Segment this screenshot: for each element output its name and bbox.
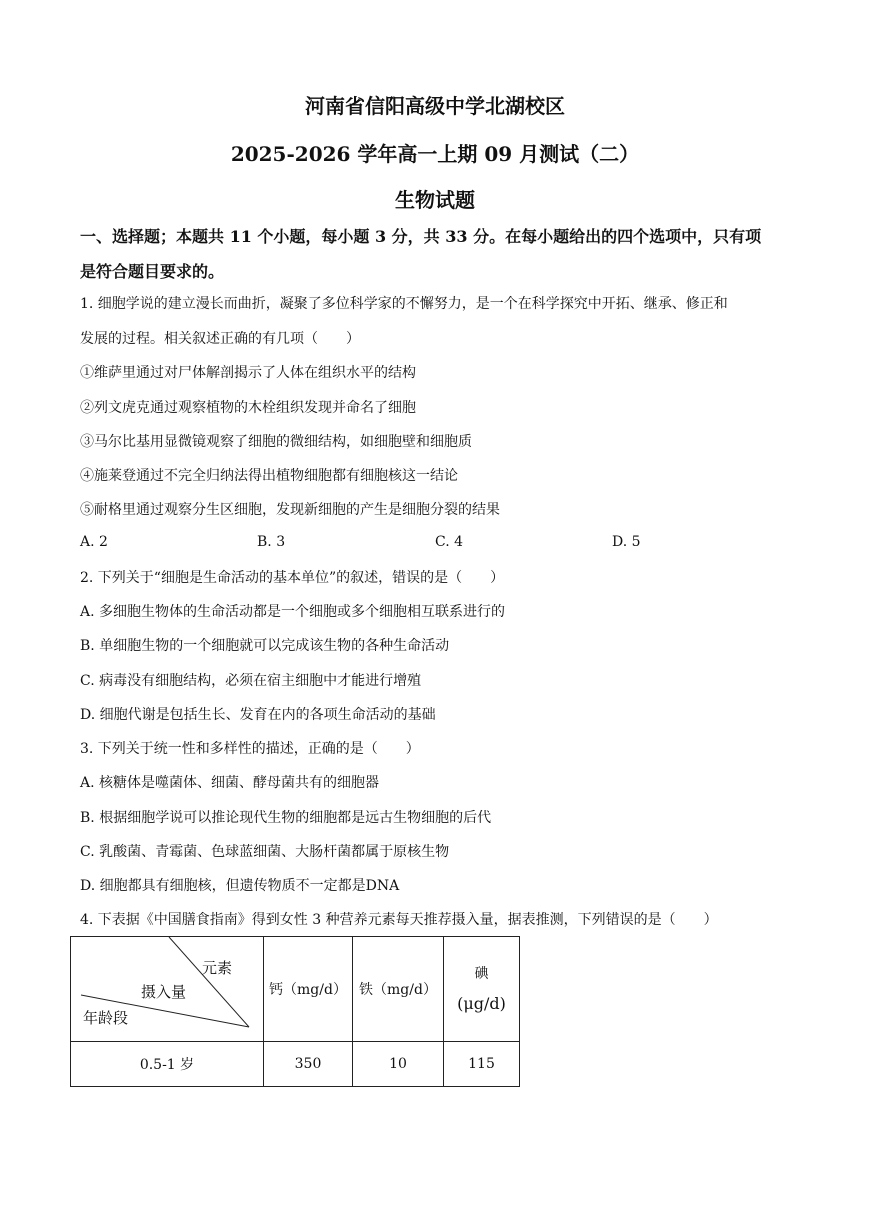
q3-option-b: B. 根据细胞学说可以推论现代生物的细胞都是远古生物细胞的后代 (80, 810, 492, 826)
q1-stem-line2: 发展的过程。相关叙述正确的有几项（ ） (80, 331, 360, 347)
table-corner-cell (71, 937, 264, 1042)
corner-label-intake: 摄入量 (141, 983, 187, 1001)
exam-title: 2025-2026 学年高一上期 09 月测试（二） (230, 142, 640, 166)
cell-age: 0.5-1 岁 (71, 1042, 264, 1087)
table-header-row (71, 937, 520, 1042)
iodine-name: 碘 (474, 966, 489, 982)
q1-option-b: B. 3 (257, 534, 286, 550)
iodine-unit: (μg/d) (457, 994, 506, 1013)
q1-statement-5: ⑤耐格里通过观察分生区细胞，发现新细胞的产生是细胞分裂的结果 (80, 502, 500, 518)
q2-option-c: C. 病毒没有细胞结构，必须在宿主细胞中才能进行增殖 (80, 673, 422, 689)
cell-calcium: 350 (264, 1042, 353, 1087)
q3-option-c: C. 乳酸菌、青霉菌、色球蓝细菌、大肠杆菌都属于原核生物 (80, 844, 450, 860)
q1-statement-3: ③马尔比基用显微镜观察了细胞的微细结构，如细胞壁和细胞质 (80, 434, 472, 450)
corner-label-age: 年龄段 (83, 1009, 129, 1027)
col-header-iodine (444, 937, 520, 1042)
corner-label-element: 元素 (202, 959, 233, 977)
nutrient-table (70, 936, 520, 1087)
q1-statement-2: ②列文虎克通过观察植物的木栓组织发现并命名了细胞 (80, 400, 416, 416)
q2-option-d: D. 细胞代谢是包括生长、发育在内的各项生命活动的基础 (80, 707, 436, 723)
cell-iron: 10 (353, 1042, 444, 1087)
q3-option-a: A. 核糖体是噬菌体、细菌、酵母菌共有的细胞器 (80, 775, 380, 791)
q2-option-a: A. 多细胞生物体的生命活动都是一个细胞或多个细胞相互联系进行的 (80, 604, 506, 620)
school-title: 河南省信阳高级中学北湖校区 (305, 94, 565, 118)
q1-option-a: A. 2 (80, 534, 108, 550)
q4-stem: 4. 下表据《中国膳食指南》得到女性 3 种营养元素每天推荐摄入量，据表推测，下列错误的是（ ） (80, 912, 718, 928)
q3-stem: 3. 下列关于统一性和多样性的描述，正确的是（ ） (80, 741, 420, 757)
q1-statement-1: ①维萨里通过对尸体解剖揭示了人体在组织水平的结构 (80, 365, 416, 381)
q1-statement-4: ④施莱登通过不完全归纳法得出植物细胞都有细胞核这一结论 (80, 468, 458, 484)
q2-option-b: B. 单细胞生物的一个细胞就可以完成该生物的各种生命活动 (80, 638, 450, 654)
col-header-calcium: 钙（mg/d） (264, 937, 353, 1042)
q1-option-d: D. 5 (612, 534, 641, 550)
q2-stem: 2. 下列关于“细胞是生命活动的基本单位”的叙述，错误的是（ ） (80, 570, 505, 586)
col-header-iron: 铁（mg/d） (353, 937, 444, 1042)
q1-option-c: C. 4 (435, 534, 464, 550)
cell-iodine: 115 (444, 1042, 520, 1087)
section-heading-line2: 是符合题目要求的。 (80, 262, 225, 281)
q1-stem-line1: 1. 细胞学说的建立漫长而曲折，凝聚了多位科学家的不懈努力，是一个在科学探究中开拓、继承、修正和 (80, 296, 728, 312)
section-heading-line1: 一、选择题；本题共 11 个小题，每小题 3 分，共 33 分。在每小题给出的四个选项中，只有项 (80, 227, 762, 246)
subject-title: 生物试题 (395, 188, 475, 212)
table-row (71, 1042, 520, 1087)
q3-option-d: D. 细胞都具有细胞核，但遗传物质不一定都是DNA (80, 878, 400, 894)
